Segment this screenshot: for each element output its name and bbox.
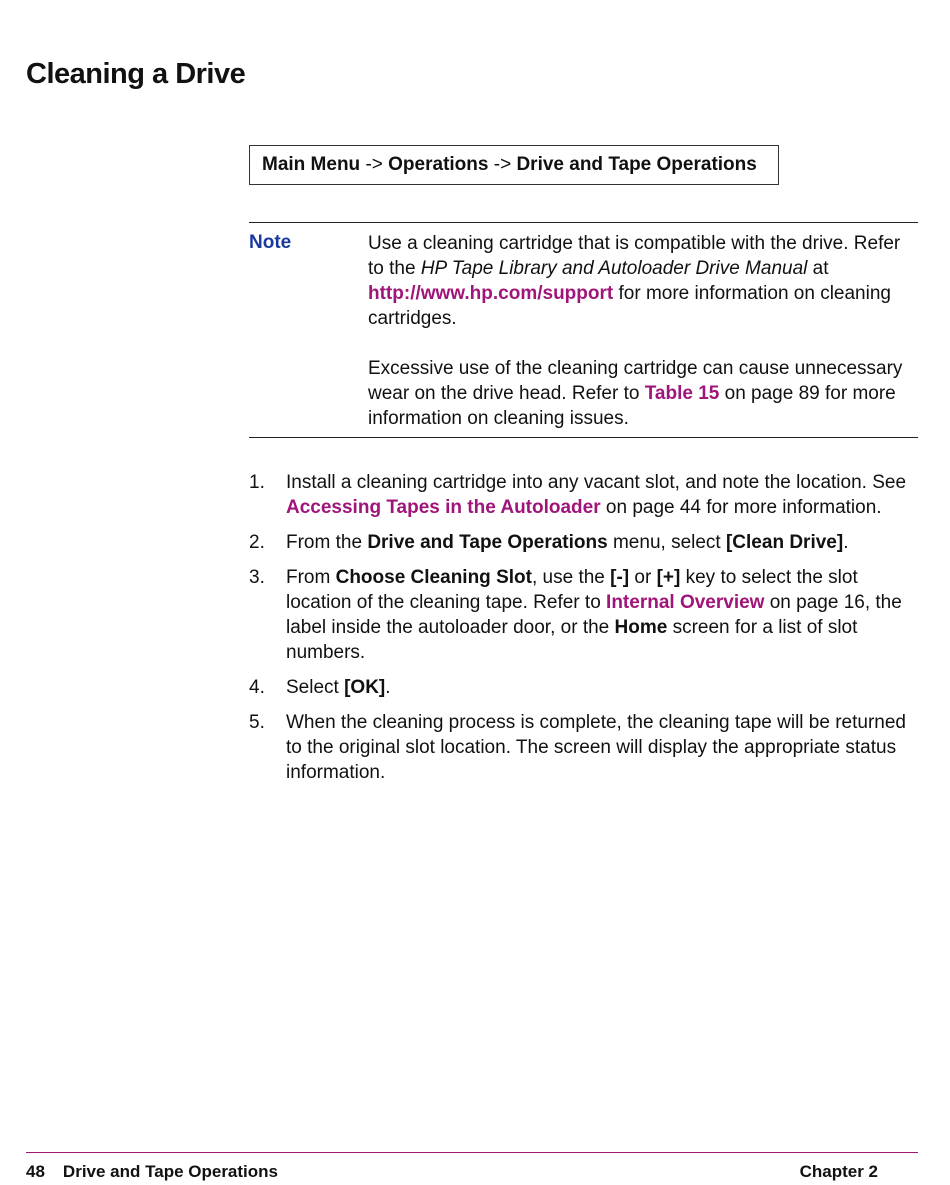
step-number: 4.: [249, 677, 265, 698]
step-number: 2.: [249, 532, 265, 553]
clean-drive-option: [Clean Drive]: [725, 532, 844, 553]
step-text: .: [385, 677, 391, 698]
note-block: [249, 222, 918, 438]
home-screen-label: Home: [614, 617, 668, 638]
step-number: 3.: [249, 567, 265, 588]
step-3: [249, 565, 918, 665]
note-text: for more information on cleaning cartridges.: [368, 283, 891, 329]
footer-section-title: Drive and Tape Operations: [62, 1162, 278, 1181]
step-number: 5.: [249, 712, 265, 733]
page-title: Cleaning a Drive: [26, 58, 246, 90]
table-15-link[interactable]: Table 15: [644, 383, 720, 404]
menu-path-box: [249, 145, 779, 185]
note-label: Note: [249, 232, 292, 253]
footer-left: [26, 1162, 278, 1182]
drive-manual-title: HP Tape Library and Autoloader Drive Manual: [420, 258, 808, 279]
menu-name: Drive and Tape Operations: [367, 532, 608, 553]
step-text: .: [843, 532, 849, 553]
footer-divider: [26, 1152, 918, 1153]
menu-path-separator: ->: [488, 154, 517, 175]
step-text: screen for a list of slot numbers.: [286, 617, 858, 663]
step-text: or: [629, 567, 657, 588]
internal-overview-link[interactable]: Internal Overview: [606, 592, 765, 613]
note-text: at: [807, 258, 829, 279]
step-text: key to select the slot location of the cleaning tape. Refer to: [286, 567, 858, 613]
step-text: When the cleaning process is complete, the cleaning tape will be returned to the original slot location. The screen will display the appropriate status information.: [286, 712, 906, 783]
hp-support-link[interactable]: http://www.hp.com/support: [368, 283, 614, 304]
menu-path-main-menu: Main Menu: [262, 154, 361, 175]
note-text: Use a cleaning cartridge that is compatible with the drive. Refer to the: [368, 233, 901, 279]
note-text: Excessive use of the cleaning cartridge can cause unnecessary wear on the drive head. Refer to: [368, 358, 903, 404]
note-text: on page 89 for more information on cleaning issues.: [368, 383, 896, 429]
step-2: [249, 530, 918, 555]
step-text: Select: [286, 677, 345, 698]
note-paragraph: [368, 356, 916, 431]
note-body: [368, 231, 916, 431]
step-text: menu, select: [607, 532, 726, 553]
plus-key: [+]: [656, 567, 681, 588]
note-paragraph: [368, 231, 916, 331]
step-text: From the: [286, 532, 368, 553]
step-1: [249, 470, 918, 520]
step-text: Install a cleaning cartridge into any vacant slot, and note the location. See: [286, 472, 907, 493]
menu-path-separator: ->: [360, 154, 389, 175]
menu-path-operations: Operations: [388, 154, 489, 175]
accessing-tapes-link[interactable]: Accessing Tapes in the Autoloader: [286, 497, 601, 518]
step-5: [249, 710, 918, 785]
menu-path-drive-tape-operations: Drive and Tape Operations: [516, 154, 757, 175]
steps-list: [249, 470, 918, 795]
step-text: on page 16, the label inside the autoloader door, or the: [286, 592, 902, 638]
footer-chapter: Chapter 2: [799, 1162, 878, 1181]
step-text: on page 44 for more information.: [600, 497, 882, 518]
step-text: , use the: [531, 567, 611, 588]
minus-key: [-]: [610, 567, 630, 588]
step-number: 1.: [249, 472, 265, 493]
ok-option: [OK]: [344, 677, 386, 698]
choose-cleaning-slot-label: Choose Cleaning Slot: [335, 567, 532, 588]
step-text: From: [286, 567, 336, 588]
step-4: [249, 675, 918, 700]
page-number: 48: [26, 1162, 45, 1181]
